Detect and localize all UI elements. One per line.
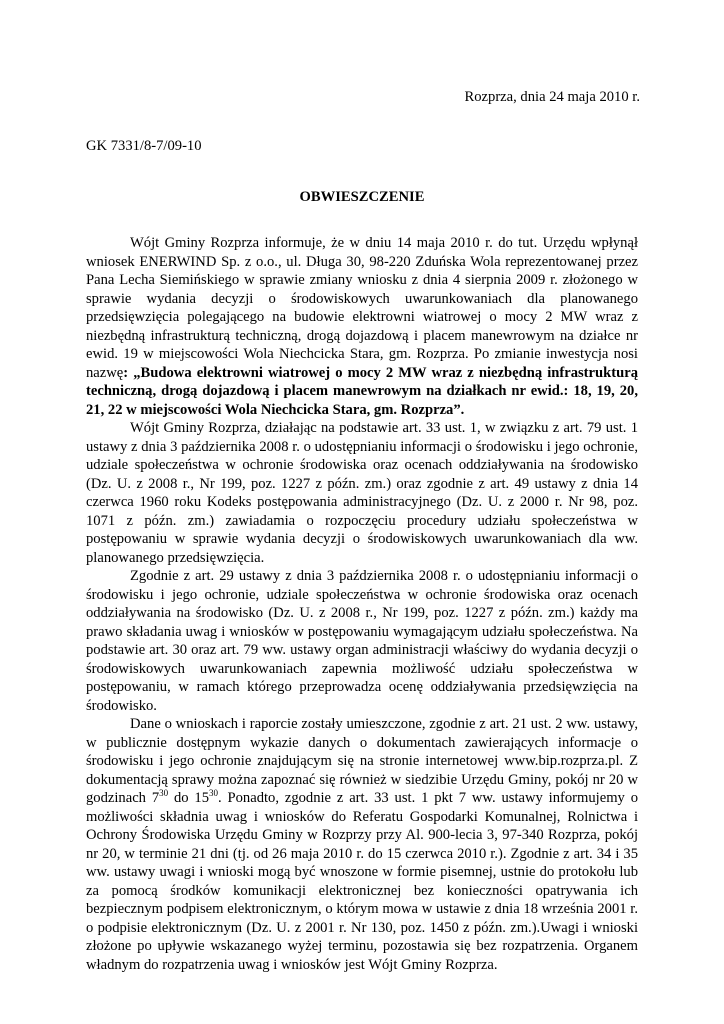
paragraph-4-text-a: Dane o wnioskach i raporcie zostały umieszczone, zgodnie z art. 21 ust. 2 ww. ustawy, w publicznie dostępnym wykazie danych o dokumentach zawierających informacje o środowisku i jego ochronie znajdującym się na stronie internetowej www.bip.rozprza.pl. Z dokumentacją sprawy można zapoznać się również w siedzibie Urzędu Gminy, pokój nr 20 w godzinach 7 [86,716,638,806]
investment-name: : „Budowa elektrowni wiatrowej o mocy 2 MW wraz z niezbędną infrastrukturą techniczną, drogą dojazdową i placem manewrowym na działkach nr ewid.: 18, 19, 20, 21, 22 w miejscowości Wola Niechcicka Stara, gm. Rozprza”. [86,364,638,418]
hours-end-superscript: 30 [209,788,219,798]
paragraph-2: Wójt Gminy Rozprza, działając na podstawie art. 33 ust. 1, w związku z art. 79 ust. 1 ustawy z dnia 3 października 2008 r. o udostępnianiu informacji o środowisku i jego ochronie, udziale społeczeństwa w ochronie środowiska oraz ocenach oddziaływania na środowisko (Dz. U. z 2008 r., Nr 199, poz. 1227 z późn. zm.) oraz zgodnie z art. 49 ustawy z dnia 14 czerwca 1960 roku Kodeks postępowania administracyjnego (Dz. U. z 2000 r. Nr 98, poz. 1071 z późn. zm.) zawiadamia o rozpoczęciu procedury udziału społeczeństwa w postępowaniu w sprawie wydania decyzji o środowiskowych uwarunkowaniach dla ww. planowanego przedsięwzięcia. [86,420,638,566]
hours-start-superscript: 30 [159,788,169,798]
paragraph-1 [86,234,638,419]
date-line: Rozprza, dnia 24 maja 2010 r. [464,89,640,105]
paragraph-3: Zgodnie z art. 29 ustawy z dnia 3 października 2008 r. o udostępnianiu informacji o środowisku i jego ochronie, udziale społeczeństwa w ochronie środowiska oraz ocenach oddziaływania na środowisko (Dz. U. z 2008 r., Nr 199, poz. 1227 z późn. zm.) każdy ma prawo składania uwag i wniosków w postępowaniu wymagającym udziału społeczeństwa. Na podstawie art. 30 oraz art. 79 ww. ustawy organ administracji właściwy do wydania decyzji o środowiskowych uwarunkowaniach zapewnia możliwość udziału społeczeństwa w postępowaniu, w ramach którego przeprowadza ocenę oddziaływania przedsięwzięcia na środowisko. [86,568,638,714]
document-body [86,234,638,974]
reference-number: GK 7331/8-7/09-10 [86,138,202,154]
paragraph-4-text-b: do 15 [168,790,210,806]
document-title: OBWIESZCZENIE [299,189,425,205]
paragraph-1-text: Wójt Gminy Rozprza informuje, że w dniu 14 maja 2010 r. do tut. Urzędu wpłynął wniosek ENERWIND Sp. z o.o., ul. Długa 30, 98-220 Zduńska Wola reprezentowanej przez Pana Lecha Siemińskiego w sprawie zmiany wniosku z dnia 4 sierpnia 2009 r. złożonego w sprawie wydania decyzji o środowiskowych uwarunkowaniach dla planowanego przedsięwzięcia polegającego na budowie elektrowni wiatrowej o mocy 2 MW wraz z niezbędną infrastrukturą techniczną, drogą dojazdową i placem manewrowym na działce nr ewid. 19 w miejscowości Wola Niechcicka Stara, gm. Rozprza. Po zmianie inwestycja nosi nazwę [86,235,638,381]
paragraph-4 [86,715,638,974]
paragraph-4-text-c: . Ponadto, zgodnie z art. 33 ust. 1 pkt 7 ww. ustawy informujemy o możliwości składnia uwag i wniosków do Referatu Gospodarki Komunalnej, Rolnictwa i Ochrony Środowiska Urzędu Gminy w Rozprzy przy Al. 900-lecia 3, 97-340 Rozprza, pokój nr 20, w terminie 21 dni (tj. od 26 maja 2010 r. do 15 czerwca 2010 r.). Zgodnie z art. 34 i 35 ww. ustawy uwagi i wnioski mogą być wnoszone w formie pisemnej, ustnie do protokołu lub za pomocą środków komunikacji elektronicznej bez konieczności opatrywania ich bezpiecznym podpisem elektronicznym, o którym mowa w ustawie z dnia 18 września 2001 r. o podpisie elektronicznym (Dz. U. z 2001 r. Nr 130, poz. 1450 z późn. zm.).Uwagi i wnioski złożone po upływie wskazanego wyżej terminu, pozostawia się bez rozpatrzenia. Organem władnym do rozpatrzenia uwag i wniosków jest Wójt Gminy Rozprza. [86,790,639,973]
